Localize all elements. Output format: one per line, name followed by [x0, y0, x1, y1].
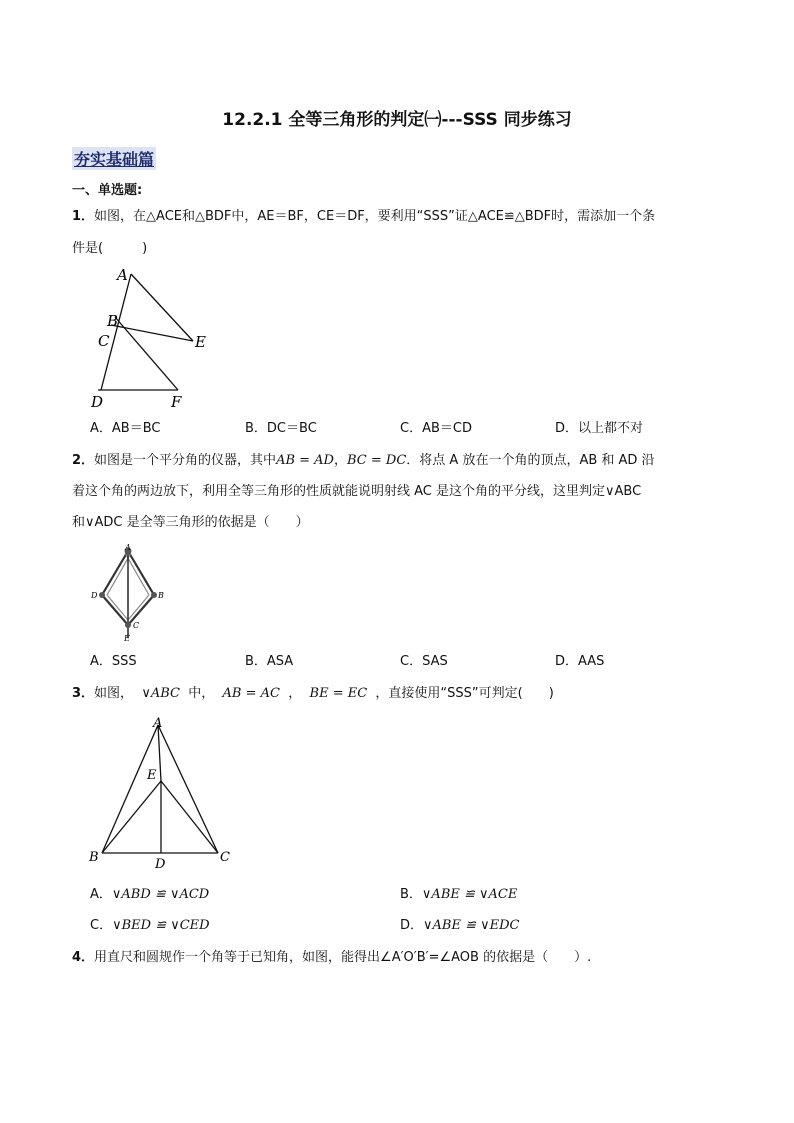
q1-text-line1: 如图，在△ACE和△BDF中，AE＝BF，CE＝DF，要利用“SSS”证△ACE≌△BDF时，需添加一个条 [94, 209, 656, 224]
q3-option-c-label: C． [90, 918, 113, 933]
q2-option-c: C．SAS [400, 654, 448, 669]
q3-label-d: D [155, 857, 166, 872]
q2-figure [88, 543, 168, 645]
q2-label-e: E [124, 634, 130, 643]
q3-label-c: C [220, 850, 230, 865]
q3-text-a: 如图， [94, 686, 134, 701]
q3-math-ab-ac: AB = AC [222, 686, 280, 701]
q2-label-a: A [125, 543, 131, 552]
q1-line1 [72, 208, 655, 226]
q3-option-b-math: ∨ABE ≌ ∨ACE [421, 887, 518, 902]
q3-option-d [400, 917, 520, 935]
q2-number: 2． [72, 453, 95, 468]
q3-label-e: E [147, 768, 157, 783]
q2-label-b: B [158, 591, 164, 600]
q3-math-triangle: ∨ABC [141, 686, 180, 701]
q4-text: 用直尺和圆规作一个角等于已知角，如图，能得出∠A′O′B′=∠AOB 的依据是（ ）. [94, 950, 592, 965]
q3-line1 [72, 685, 554, 703]
q2-math-bc-dc: BC = DC [347, 453, 407, 468]
q3-number: 3． [72, 686, 95, 701]
q1-label-f: F [171, 393, 182, 411]
q1-label-d: D [91, 393, 104, 411]
q1-option-a: A．AB＝BC [90, 421, 161, 436]
q3-option-b-label: B． [400, 887, 422, 902]
q1-label-a: A [117, 266, 128, 284]
q3-option-a [90, 886, 209, 904]
q3-label-b: B [89, 850, 99, 865]
q3-option-d-label: D． [400, 918, 424, 933]
part-heading: 一、单选题: [72, 183, 143, 198]
q3-figure [85, 715, 240, 873]
q2-option-d: D．AAS [555, 654, 605, 669]
q3-option-a-label: A． [90, 887, 112, 902]
q3-option-b [400, 886, 517, 904]
q2-line1 [72, 452, 655, 470]
section-heading: 夯实基础篇 [72, 147, 156, 170]
q2-label-c: C [133, 621, 140, 630]
q4-line1 [72, 949, 591, 967]
q3-option-d-math: ∨ABE ≌ ∨EDC [423, 918, 520, 933]
q2-line2: 着这个角的两边放下，利用全等三角形的性质就能说明射线 AC 是这个角的平分线，这里判定∨ABC [72, 484, 642, 499]
q1-label-c: C [98, 332, 110, 350]
q2-sep: ， [333, 453, 347, 468]
q1-option-c: C．AB＝CD [400, 421, 472, 436]
q3-option-c [90, 917, 210, 935]
q1-option-d: D．以上都不对 [555, 421, 644, 436]
q3-label-a: A [153, 716, 163, 731]
q2-math-ab-ad: AB = AD [276, 453, 334, 468]
q1-figure [85, 262, 215, 412]
q2-option-b: B．ASA [245, 654, 294, 669]
page-title: 12.2.1 全等三角形的判定㈠---SSS 同步练习 [222, 110, 572, 130]
q1-label-e: E [195, 333, 206, 351]
q2-line3: 和∨ADC 是全等三角形的依据是（ ） [72, 515, 309, 530]
q1-label-b: B [107, 312, 119, 330]
q2-text-b: ．将点 A 放在一个角的顶点，AB 和 AD 沿 [406, 453, 655, 468]
q3-option-c-math: ∨BED ≌ ∨CED [112, 918, 210, 933]
q1-line2: 件是( ) [72, 241, 148, 256]
q3-text-c: ， [288, 686, 302, 701]
q2-text-a: 如图是一个平分角的仪器，其中 [94, 453, 277, 468]
q1-number: 1． [72, 209, 95, 224]
q1-option-b: B．DC＝BC [245, 421, 317, 436]
q3-math-be-ec: BE = EC [309, 686, 368, 701]
q3-text-b: 中， [188, 686, 215, 701]
q2-label-d: D [91, 591, 98, 600]
q3-option-a-math: ∨ABD ≌ ∨ACD [111, 887, 210, 902]
q3-text-d: ，直接使用“SSS”可判定( ) [375, 686, 554, 701]
q2-option-a: A．SSS [90, 654, 137, 669]
q4-number: 4． [72, 950, 95, 965]
